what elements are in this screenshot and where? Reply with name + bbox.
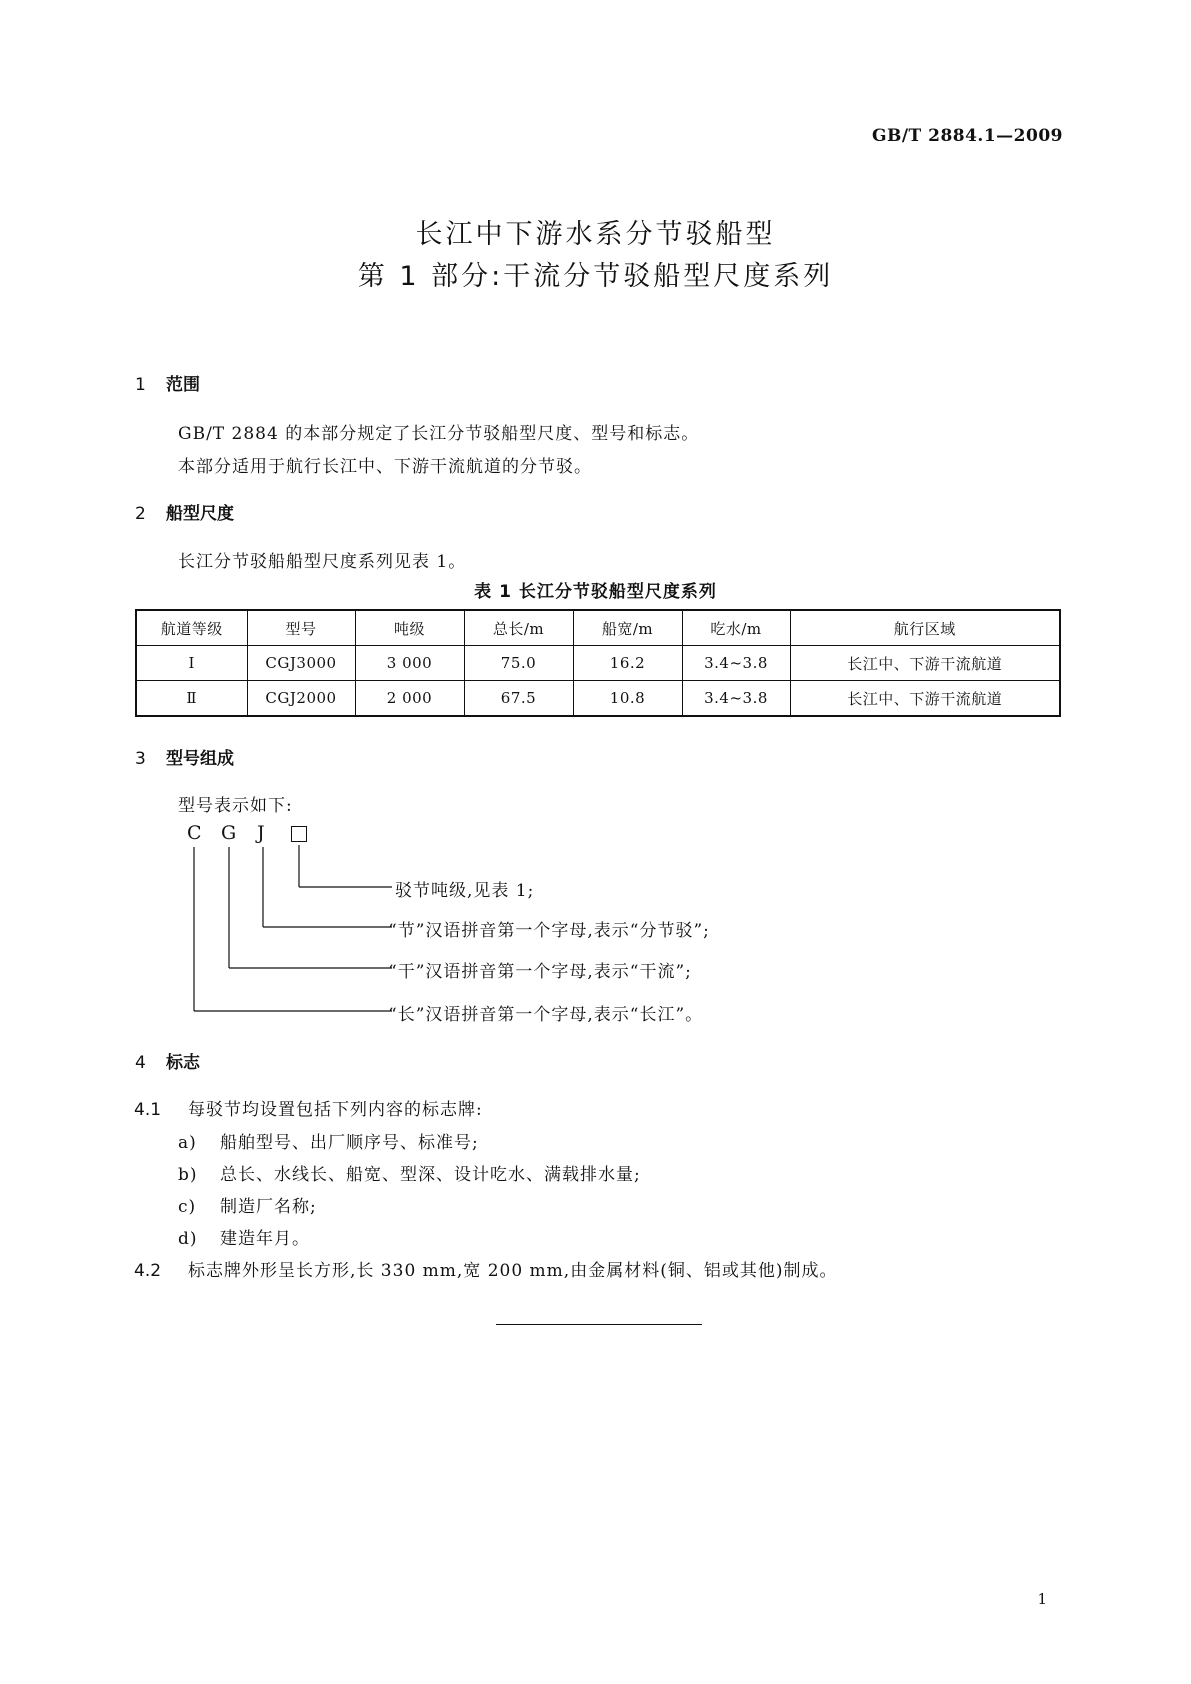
list-item: [178, 1224, 310, 1249]
table-cell: 16.2: [573, 646, 682, 681]
model-explanation-g: “干”汉语拼音第一个字母,表示“干流”;: [388, 962, 692, 982]
table-cell: 长江中、下游干流航道: [790, 681, 1060, 717]
list-item-text: 船舶型号、出厂顺序号、标准号;: [220, 1133, 479, 1153]
model-intro: 型号表示如下:: [178, 796, 293, 816]
clause-4-1-number: 4.1: [134, 1100, 162, 1120]
list-item-text: 建造年月。: [220, 1229, 310, 1249]
table-header-cell: 吨级: [355, 610, 464, 646]
section-1-paragraph-1: GB/T 2884 的本部分规定了长江分节驳船型尺度、型号和标志。: [178, 424, 700, 444]
list-item-label: b): [178, 1165, 198, 1185]
table-header-cell: 船宽/m: [573, 610, 682, 646]
model-explanation-tonnage: 驳节吨级,见表 1;: [395, 881, 535, 901]
table-cell: Ⅰ: [136, 646, 247, 681]
list-item-label: c): [178, 1197, 197, 1217]
section-2-paragraph: 长江分节驳船船型尺度系列见表 1。: [178, 552, 467, 572]
clause-4-1: [134, 1095, 483, 1120]
end-of-standard-rule: [496, 1324, 702, 1325]
table-header-cell: 总长/m: [464, 610, 573, 646]
section-4-heading: [135, 1048, 200, 1073]
table-cell: CGJ3000: [247, 646, 355, 681]
document-title-line1: 长江中下游水系分节驳船型: [415, 219, 776, 250]
section-3-title: 型号组成: [166, 749, 234, 769]
standard-code: GB/T 2884.1—2009: [871, 126, 1063, 146]
section-3-number: 3: [135, 749, 146, 769]
section-4-number: 4: [135, 1053, 146, 1073]
table-cell: 3 000: [355, 646, 464, 681]
clause-4-2-text: 标志牌外形呈长方形,长 330 mm,宽 200 mm,由金属材料(铜、铝或其他)制成。: [188, 1261, 838, 1281]
section-1-title: 范围: [166, 375, 200, 395]
model-letter-g: G: [221, 822, 237, 844]
model-explanation-j: “节”汉语拼音第一个字母,表示“分节驳”;: [388, 921, 710, 941]
table-header-cell: 航行区域: [790, 610, 1060, 646]
table-cell: 3.4~3.8: [682, 646, 790, 681]
list-item: [178, 1160, 641, 1185]
section-1-paragraph-2: 本部分适用于航行长江中、下游干流航道的分节驳。: [178, 457, 592, 477]
list-item-text: 总长、水线长、船宽、型深、设计吃水、满载排水量;: [220, 1165, 641, 1185]
section-4-title: 标志: [166, 1053, 200, 1073]
clause-4-1-text: 每驳节均设置包括下列内容的标志牌:: [188, 1100, 483, 1120]
clause-4-2: [134, 1256, 837, 1281]
section-1-number: 1: [135, 375, 146, 395]
clause-4-2-number: 4.2: [134, 1261, 162, 1281]
model-letter-j: J: [257, 822, 265, 844]
list-item-text: 制造厂名称;: [220, 1197, 317, 1217]
model-letter-c: C: [187, 822, 202, 844]
model-explanation-c: “长”汉语拼音第一个字母,表示“长江”。: [388, 1005, 704, 1025]
table-cell: 2 000: [355, 681, 464, 717]
table-cell: CGJ2000: [247, 681, 355, 717]
table-header-cell: 吃水/m: [682, 610, 790, 646]
table-cell: 75.0: [464, 646, 573, 681]
table-cell: 3.4~3.8: [682, 681, 790, 717]
list-item: [178, 1128, 479, 1153]
list-item-label: a): [178, 1133, 197, 1153]
table-cell: 长江中、下游干流航道: [790, 646, 1060, 681]
table-cell: 10.8: [573, 681, 682, 717]
list-item-label: d): [178, 1229, 198, 1249]
section-2-number: 2: [135, 504, 146, 524]
section-2-title: 船型尺度: [166, 504, 234, 524]
table-cell: Ⅱ: [136, 681, 247, 717]
table-1-caption: 表 1 长江分节驳船型尺度系列: [474, 582, 717, 602]
table-header-cell: 航道等级: [136, 610, 247, 646]
table-cell: 67.5: [464, 681, 573, 717]
list-item: [178, 1192, 317, 1217]
table-header-cell: 型号: [247, 610, 355, 646]
page-number: 1: [1037, 1590, 1047, 1608]
document-title-line2: 第 1 部分:干流分节驳船型尺度系列: [357, 261, 834, 292]
